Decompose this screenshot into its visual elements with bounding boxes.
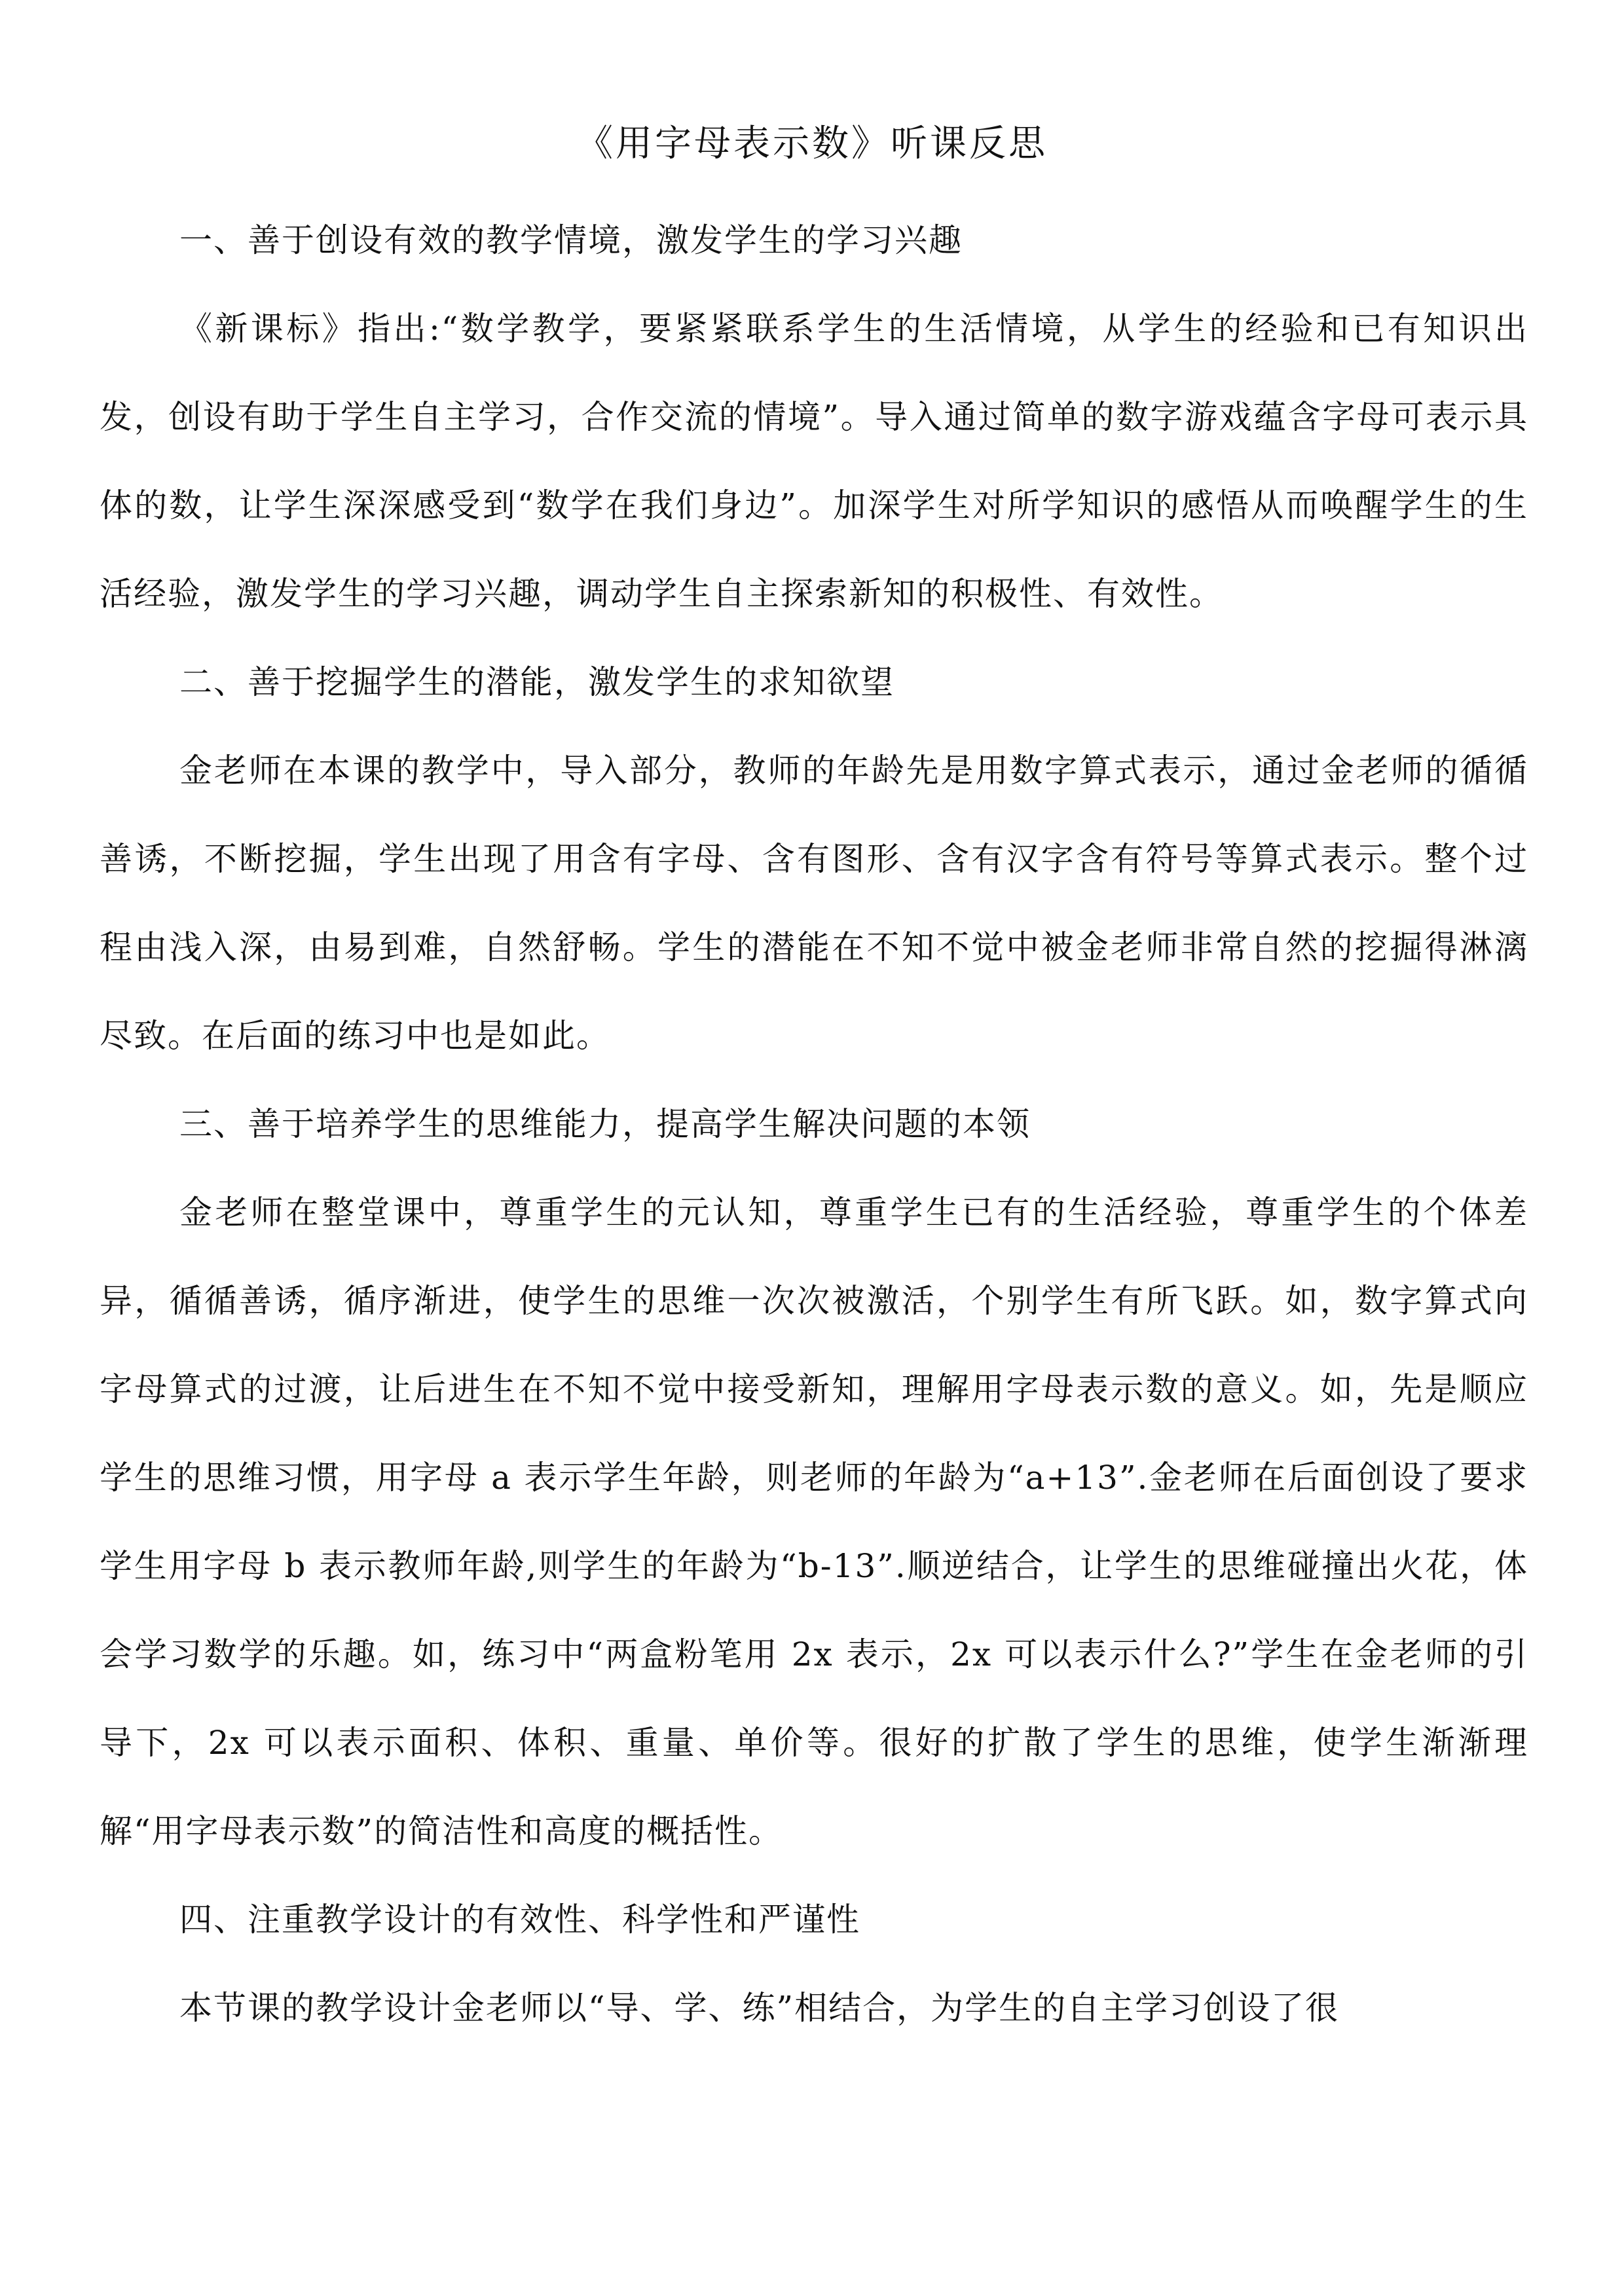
section-paragraph-2: 金老师在本课的教学中，导入部分，教师的年龄先是用数字算式表示，通过金老师的循循善诱，不断挖掘，学生出现了用含有字母、含有图形、含有汉字含有符号等算式表示。整个过程由浅入深，由易到难，自然舒畅。学生的潜能在不知不觉中被金老师非常自然的挖掘得淋漓尽致。在后面的练习中也是如此。 [100,752,1528,1055]
section-paragraph-1: 《新课标》指出:“数学教学，要紧紧联系学生的生活情境，从学生的经验和已有知识出发，创设有助于学生自主学习，合作交流的情境”。导入通过简单的数字游戏蕴含字母可表示具体的数，让学生深深感受到“数学在我们身边”。加深学生对所学知识的感悟从而唤醒学生的生活经验，激发学生的学习兴趣，调动学生自主探索新知的积极性、有效性。 [100,310,1528,613]
section-paragraph-3: 金老师在整堂课中，尊重学生的元认知，尊重学生已有的生活经验，尊重学生的个体差异，循循善诱，循序渐进，使学生的思维一次次被激活，个别学生有所飞跃。如，数字算式向字母算式的过渡，让后进生在不知不觉中接受新知，理解用字母表示数的意义。如，先是顺应学生的思维习惯，用字母 a 表示学生年龄，则老师的年龄为“a+13”.金老师在后面创设了要求学生用字母 b 表示教师年龄,则学生的年龄为“b-13”.顺逆结合，让学生的思维碰撞出火花，体会学习数学的乐趣。如，练习中“两盒粉笔用 2x 表示，2x 可以表示什么?”学生在金老师的引导下，2x 可以表示面积、体积、重量、单价等。很好的扩散了学生的思维，使学生渐渐理解“用字母表示数”的简洁性和高度的概括性。 [100,1194,1528,1850]
section-heading-4: 四、注重教学设计的有效性、科学性和严谨性 [179,1901,860,1939]
section-heading-2: 二、善于挖掘学生的潜能，激发学生的求知欲望 [179,663,895,701]
document-title: 《用字母表示数》听课反思 [576,122,1048,165]
document-body [100,196,1528,2052]
section-heading-1: 一、善于创设有效的教学情境，激发学生的学习兴趣 [179,221,963,259]
section-heading-3: 三、善于培养学生的思维能力，提高学生解决问题的本领 [179,1105,1031,1143]
section-paragraph-4: 本节课的教学设计金老师以“导、学、练”相结合，为学生的自主学习创设了很 [179,1989,1340,2027]
